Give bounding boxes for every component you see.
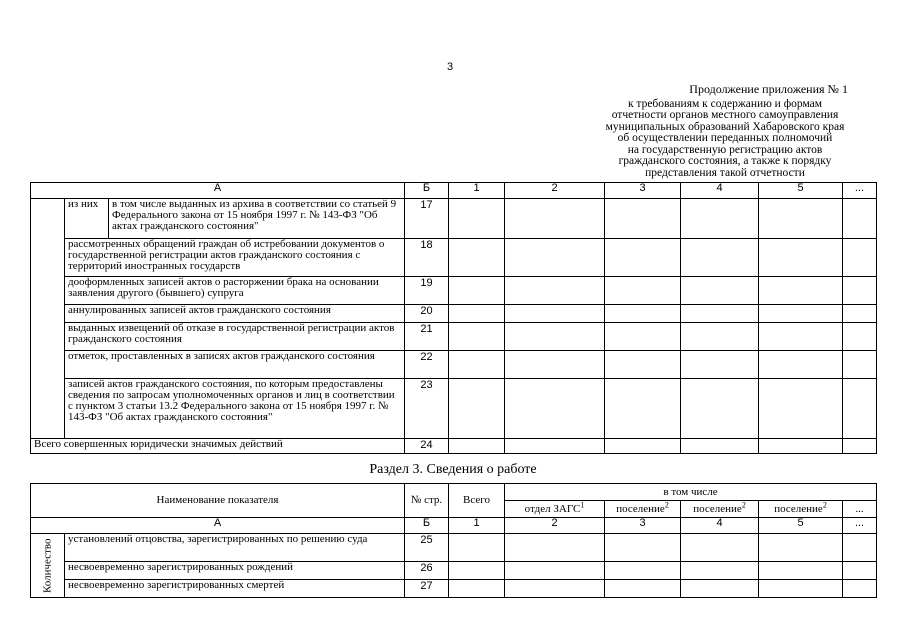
- row-number: 25: [405, 534, 449, 562]
- subcol-settlement: поселение$^2$: [681, 501, 759, 518]
- col-row-number: № стр.: [405, 484, 449, 518]
- row-label: несвоевременно зарегистрированных рождений: [65, 562, 405, 580]
- row-label: несвоевременно зарегистрированных смертей: [65, 580, 405, 598]
- table-row: [31, 277, 877, 305]
- row-label: установлений отцовства, зарегистрированных по решению суда: [65, 534, 405, 562]
- table-header-row: [31, 484, 877, 501]
- row-number: 20: [405, 305, 449, 323]
- col-total: Всего: [449, 484, 505, 518]
- appendix-line: муниципальных образований Хабаровского края: [605, 120, 845, 133]
- index-5: 5: [759, 518, 843, 534]
- appendix-line: представления такой отчетности: [645, 166, 805, 179]
- header-1: 1: [449, 183, 505, 199]
- indent-cell: [31, 199, 65, 439]
- table-work-info: [30, 483, 877, 598]
- table-row: [31, 305, 877, 323]
- appendix-line: к требованиям к содержанию и формам: [627, 97, 823, 110]
- row-label: выданных извещений об отказе в государственной регистрации актов гражданского состояния: [65, 323, 405, 351]
- appendix-line: отчетности органов местного самоуправления: [611, 109, 839, 121]
- subcol-settlement: поселение$^2$: [759, 501, 843, 518]
- index-2: 2: [505, 518, 605, 534]
- row-number: 23: [405, 379, 449, 439]
- table-row: [31, 562, 877, 580]
- header-2: 2: [505, 183, 605, 199]
- table-total-row: [31, 439, 877, 454]
- index-1: 1: [449, 518, 505, 534]
- row-label: аннулированных записей актов гражданского состояния: [65, 305, 405, 323]
- table-row: [31, 534, 877, 562]
- row-number: 26: [405, 562, 449, 580]
- header-more: ...: [843, 183, 877, 199]
- total-label: Всего совершенных юридически значимых действий: [31, 439, 405, 454]
- table-row: [31, 239, 877, 277]
- row-number: 17: [405, 199, 449, 239]
- col-in-that: в том числе: [505, 484, 877, 501]
- row-number: 18: [405, 239, 449, 277]
- appendix-line: на государственную регистрацию актов: [627, 143, 823, 156]
- table-row: [31, 199, 877, 239]
- index-4: 4: [681, 518, 759, 534]
- side-label-quantity: Количество: [31, 534, 65, 598]
- col-indicator-name: Наименование показателя: [31, 484, 405, 518]
- table-header-row: [31, 183, 877, 199]
- index-3: 3: [605, 518, 681, 534]
- index-more: ...: [843, 518, 877, 534]
- subcol-more: ...: [843, 501, 877, 518]
- page-number: 3: [447, 61, 454, 73]
- table-row: [31, 351, 877, 379]
- row-label: записей актов гражданского состояния, по которым предоставлены сведения по запросам уполномоченных органов и лиц в соответствии с пунктом 3 статьи 13.2 Федерального закона от 15 ноября 1997 г. № 143-ФЗ "Об актах гражданского состояния": [65, 379, 405, 439]
- index-b: Б: [405, 518, 449, 534]
- row-label: в том числе выданных из архива в соответствии со статьей 9 Федерального закона от 15 ноября 1997 г. № 143-ФЗ "Об актах гражданского состояния": [109, 199, 405, 239]
- section-title: Раздел 3. Сведения о работе: [369, 462, 537, 477]
- table-index-row: [31, 518, 877, 534]
- index-a: А: [31, 518, 405, 534]
- header-5: 5: [759, 183, 843, 199]
- appendix-line: гражданского состояния, а также к порядку: [618, 155, 832, 167]
- row-label: дооформленных записей актов о расторжении брака на основании заявления другого (бывшего) супруга: [65, 277, 405, 305]
- table-row: [31, 379, 877, 439]
- appendix-line: об осуществлении переданных полномочий: [617, 132, 833, 144]
- appendix-heading: [560, 84, 890, 179]
- row-number: 27: [405, 580, 449, 598]
- header-b: Б: [405, 183, 449, 199]
- izn-label: из них: [65, 199, 109, 239]
- row-label: отметок, проставленных в записях актов гражданского состояния: [65, 351, 405, 379]
- subcol-zags: отдел ЗАГС$^1$: [505, 501, 605, 518]
- row-number: 22: [405, 351, 449, 379]
- row-number: 19: [405, 277, 449, 305]
- header-3: 3: [605, 183, 681, 199]
- total-number: 24: [405, 439, 449, 454]
- table-row: [31, 323, 877, 351]
- row-number: 21: [405, 323, 449, 351]
- table-row: [31, 580, 877, 598]
- header-a: А: [31, 183, 405, 199]
- header-4: 4: [681, 183, 759, 199]
- table-continuation: [30, 182, 877, 454]
- appendix-title: Продолжение приложения № 1: [689, 82, 848, 96]
- subcol-settlement: поселение$^2$: [605, 501, 681, 518]
- row-label: рассмотренных обращений граждан об истребовании документов о государственной регистрации актов гражданского состояния с территорий иностранных государств: [65, 239, 405, 277]
